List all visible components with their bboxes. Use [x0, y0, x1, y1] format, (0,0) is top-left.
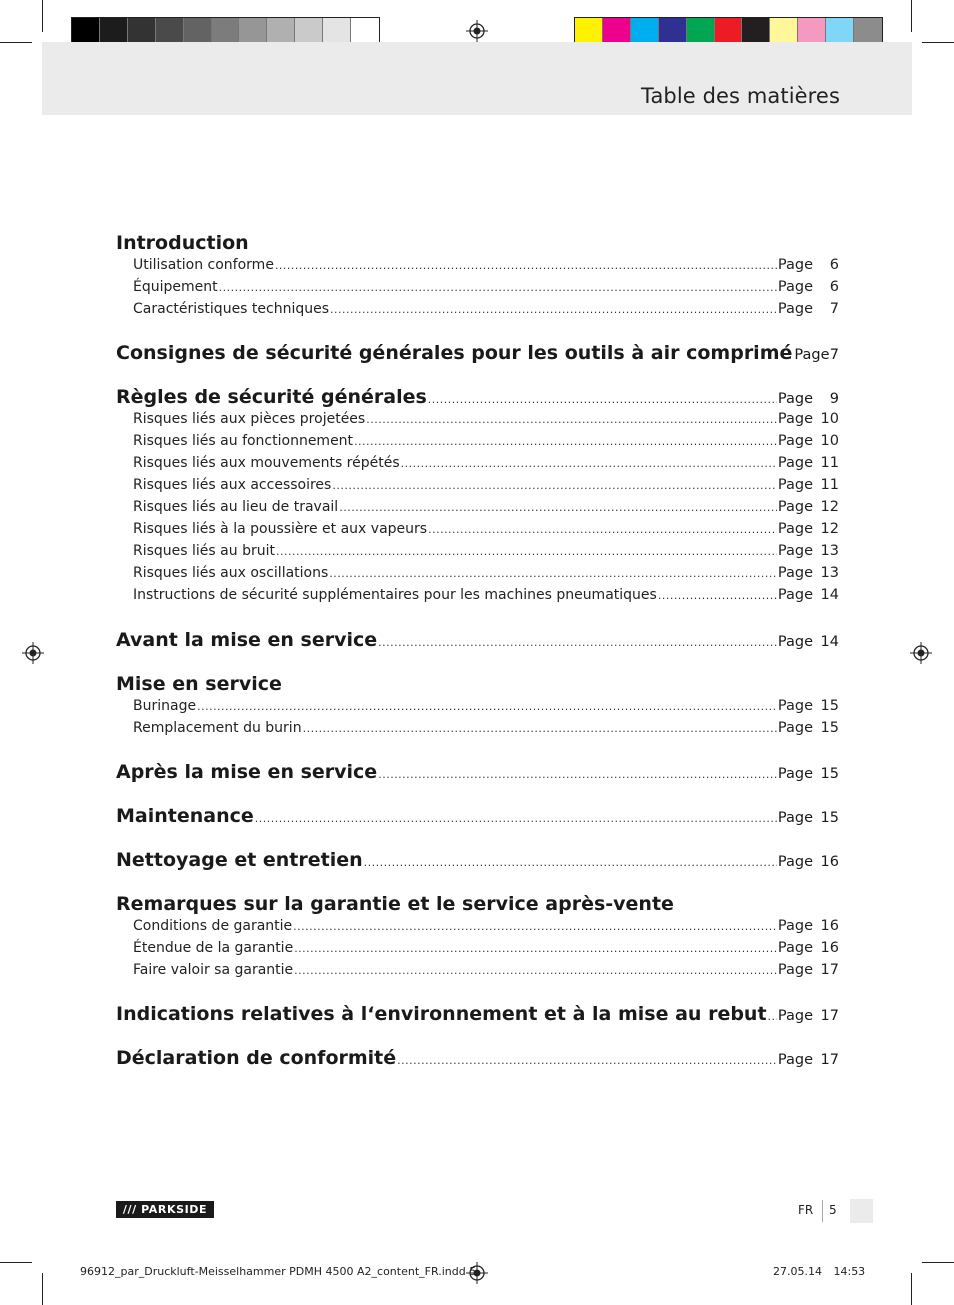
page-label: Page	[777, 455, 813, 471]
toc-section	[116, 761, 839, 783]
page-label: Page	[777, 411, 813, 427]
page-number-ref: 7	[829, 347, 839, 363]
color-swatch	[826, 18, 854, 44]
toc-entry[interactable]	[116, 254, 839, 276]
toc-section-heading[interactable]	[116, 1047, 839, 1069]
toc-entry[interactable]	[116, 408, 839, 430]
section-title: Règles de sécurité générales	[116, 386, 427, 408]
page-number-ref: 13	[820, 543, 839, 559]
color-swatch	[239, 18, 267, 44]
entry-label: Faire valoir sa garantie	[133, 962, 294, 978]
toc-section	[116, 849, 839, 871]
crop-mark	[42, 0, 43, 32]
language-code: FR	[798, 1203, 814, 1217]
page-number-ref: 15	[820, 720, 839, 736]
dot-leader	[255, 808, 777, 830]
color-swatch	[742, 18, 770, 44]
entry-label: Risques liés aux pièces projetées	[133, 411, 366, 427]
toc-section	[116, 629, 839, 651]
entry-label: Risques liés au fonctionnement	[133, 433, 354, 449]
page-number-ref: 14	[820, 587, 839, 603]
slug-filename: 96912_par_Druckluft-Meisselhammer PDMH 4500 A2_content_FR.indd 5	[80, 1265, 477, 1278]
entry-label: Étendue de la garantie	[133, 940, 294, 956]
entry-label: Risques liés à la poussière et aux vapeurs	[133, 521, 428, 537]
slug-time: 14:53	[833, 1265, 866, 1278]
page-label: Page	[777, 634, 813, 650]
color-swatch	[687, 18, 715, 44]
toc-section	[116, 386, 839, 606]
page-label: Page	[777, 766, 813, 782]
page-number-ref: 7	[829, 301, 839, 317]
page-number-ref: 13	[820, 565, 839, 581]
color-swatch	[128, 18, 156, 44]
dot-leader	[329, 563, 777, 585]
color-swatch	[156, 18, 184, 44]
color-swatch	[100, 18, 128, 44]
dot-leader	[428, 519, 777, 541]
page-number-ref: 15	[820, 698, 839, 714]
page-number-ref: 6	[829, 279, 839, 295]
dot-leader	[378, 632, 777, 654]
toc-section-heading[interactable]	[116, 761, 839, 783]
page-label: Page	[777, 587, 813, 603]
entry-label: Burinage	[133, 698, 197, 714]
page-number-ref: 17	[820, 1052, 839, 1068]
page-label: Page	[777, 962, 813, 978]
section-title: Déclaration de conformité	[116, 1047, 397, 1069]
grayscale-color-bar	[71, 17, 380, 45]
dot-leader	[294, 938, 777, 960]
toc-entry[interactable]	[116, 452, 839, 474]
toc-entry[interactable]	[116, 584, 839, 606]
dot-leader	[378, 764, 777, 786]
slug-date: 27.05.14	[773, 1265, 822, 1278]
entry-label: Équipement	[133, 279, 218, 295]
color-swatch	[184, 18, 212, 44]
color-swatch	[659, 18, 687, 44]
toc-section	[116, 805, 839, 827]
section-title: Consignes de sécurité générales pour les outils à air comprimé	[116, 342, 793, 364]
color-swatch	[798, 18, 826, 44]
toc-entry[interactable]	[116, 717, 839, 739]
section-title: Maintenance	[116, 805, 254, 827]
entry-label: Instructions de sécurité supplémentaires pour les machines pneumatiques	[133, 587, 657, 603]
page-number-ref: 11	[820, 455, 839, 471]
dot-leader	[294, 960, 777, 982]
entry-label: Risques liés au bruit	[133, 543, 275, 559]
page-number-ref: 10	[820, 411, 839, 427]
page-label: Page	[777, 543, 813, 559]
page-label: Page	[777, 521, 813, 537]
dot-leader	[366, 409, 777, 431]
color-swatch	[715, 18, 743, 44]
crop-mark	[0, 42, 32, 43]
page-number-ref: 15	[820, 766, 839, 782]
crop-mark	[922, 42, 954, 43]
dot-leader	[219, 277, 777, 299]
toc-section-heading[interactable]	[116, 232, 839, 254]
page-number-ref: 12	[820, 521, 839, 537]
section-title: Remarques sur la garantie et le service après-vente	[116, 893, 674, 915]
page-title: Table des matières	[641, 84, 840, 108]
page-label: Page	[777, 477, 813, 493]
page-label: Page	[777, 301, 813, 317]
toc-entry[interactable]	[116, 276, 839, 298]
toc-section	[116, 673, 839, 739]
page-number-ref: 11	[820, 477, 839, 493]
dot-leader	[303, 718, 777, 740]
page-number-ref: 9	[829, 391, 839, 407]
page-label: Page	[777, 940, 813, 956]
toc-entry[interactable]	[116, 695, 839, 717]
page-number-ref: 17	[820, 962, 839, 978]
entry-label: Risques liés aux mouvements répétés	[133, 455, 400, 471]
toc-entry[interactable]	[116, 562, 839, 584]
toc-entry[interactable]	[116, 496, 839, 518]
entry-label: Conditions de garantie	[133, 918, 293, 934]
color-swatch	[267, 18, 295, 44]
dot-leader	[332, 475, 777, 497]
toc-section	[116, 893, 839, 981]
dot-leader	[276, 541, 777, 563]
toc-section-heading[interactable]	[116, 342, 839, 364]
section-title: Indications relatives à l‘environnement et à la mise au rebut	[116, 1003, 767, 1025]
page-label: Page	[777, 1008, 813, 1024]
registration-mark-icon	[22, 642, 44, 664]
page-number-ref: 12	[820, 499, 839, 515]
color-swatch	[770, 18, 798, 44]
entry-label: Caractéristiques techniques	[133, 301, 330, 317]
crop-mark	[0, 1262, 32, 1263]
page-label: Page	[777, 810, 813, 826]
dot-leader	[354, 431, 777, 453]
page-label: Page	[777, 279, 813, 295]
toc-section-heading[interactable]	[116, 386, 839, 408]
toc-entry[interactable]	[116, 474, 839, 496]
toc-section-heading[interactable]	[116, 849, 839, 871]
crop-mark	[42, 1273, 43, 1305]
toc-entry[interactable]	[116, 959, 839, 981]
page-number-ref: 6	[829, 257, 839, 273]
entry-label: Risques liés aux accessoires	[133, 477, 332, 493]
entry-label: Remplacement du burin	[133, 720, 302, 736]
entry-label: Utilisation conforme	[133, 257, 274, 273]
dot-leader	[658, 585, 777, 607]
toc-section	[116, 232, 839, 320]
toc-section	[116, 1003, 839, 1025]
toc-entry[interactable]	[116, 430, 839, 452]
page-number-ref: 16	[820, 940, 839, 956]
page-label: Page	[777, 391, 813, 407]
dot-leader	[197, 696, 777, 718]
page-number-ref: 16	[820, 918, 839, 934]
toc-section	[116, 1047, 839, 1069]
toc-section-heading[interactable]	[116, 805, 839, 827]
color-swatch	[575, 18, 603, 44]
page-label: Page	[777, 499, 813, 515]
page-number-ref: 10	[820, 433, 839, 449]
entry-label: Risques liés au lieu de travail	[133, 499, 339, 515]
color-swatch	[854, 18, 882, 44]
crop-mark	[911, 0, 912, 32]
dot-leader	[428, 389, 777, 411]
page-number: 5	[829, 1203, 837, 1217]
footer-divider	[822, 1200, 823, 1222]
section-title: Nettoyage et entretien	[116, 849, 363, 871]
page-label: Page	[794, 347, 830, 363]
dot-leader	[401, 453, 777, 475]
registration-mark-icon	[466, 20, 488, 42]
toc-entry[interactable]	[116, 915, 839, 937]
page-number-ref: 17	[820, 1008, 839, 1024]
toc-entry[interactable]	[116, 298, 839, 320]
toc-entry[interactable]	[116, 540, 839, 562]
page-label: Page	[777, 854, 813, 870]
color-swatch	[631, 18, 659, 44]
color-swatch	[72, 18, 100, 44]
page-label: Page	[777, 257, 813, 273]
color-swatch	[295, 18, 323, 44]
brand-logo: /// PARKSIDE	[116, 1201, 214, 1218]
crop-mark	[911, 1273, 912, 1305]
color-swatch	[323, 18, 351, 44]
page-label: Page	[777, 918, 813, 934]
section-title: Avant la mise en service	[116, 629, 378, 651]
color-swatch	[212, 18, 240, 44]
process-color-bar	[574, 17, 883, 45]
footer-tab	[850, 1199, 873, 1223]
toc-section	[116, 342, 839, 364]
page-label: Page	[777, 565, 813, 581]
toc-section-heading[interactable]	[116, 893, 839, 915]
crop-mark	[922, 1262, 954, 1263]
dot-leader	[364, 852, 777, 874]
dot-leader	[330, 299, 777, 321]
dot-leader	[339, 497, 777, 519]
dot-leader	[293, 916, 777, 938]
dot-leader	[768, 1006, 777, 1028]
toc-entry[interactable]	[116, 518, 839, 540]
section-title: Après la mise en service	[116, 761, 378, 783]
toc-section-heading[interactable]	[116, 1003, 839, 1025]
entry-label: Risques liés aux oscillations	[133, 565, 329, 581]
color-swatch	[351, 18, 379, 44]
page-number-ref: 16	[820, 854, 839, 870]
toc-section-heading[interactable]	[116, 629, 839, 651]
section-title: Mise en service	[116, 673, 282, 695]
color-swatch	[603, 18, 631, 44]
page-number-ref: 15	[820, 810, 839, 826]
section-title: Introduction	[116, 232, 249, 254]
slug-datetime	[773, 1265, 865, 1278]
dot-leader	[275, 255, 777, 277]
page-label: Page	[777, 433, 813, 449]
page-label: Page	[777, 1052, 813, 1068]
page-number-ref: 14	[820, 634, 839, 650]
page-label: Page	[777, 698, 813, 714]
registration-mark-icon	[910, 642, 932, 664]
page-label: Page	[777, 720, 813, 736]
toc-entry[interactable]	[116, 937, 839, 959]
dot-leader	[397, 1050, 777, 1072]
toc-section-heading[interactable]	[116, 673, 839, 695]
